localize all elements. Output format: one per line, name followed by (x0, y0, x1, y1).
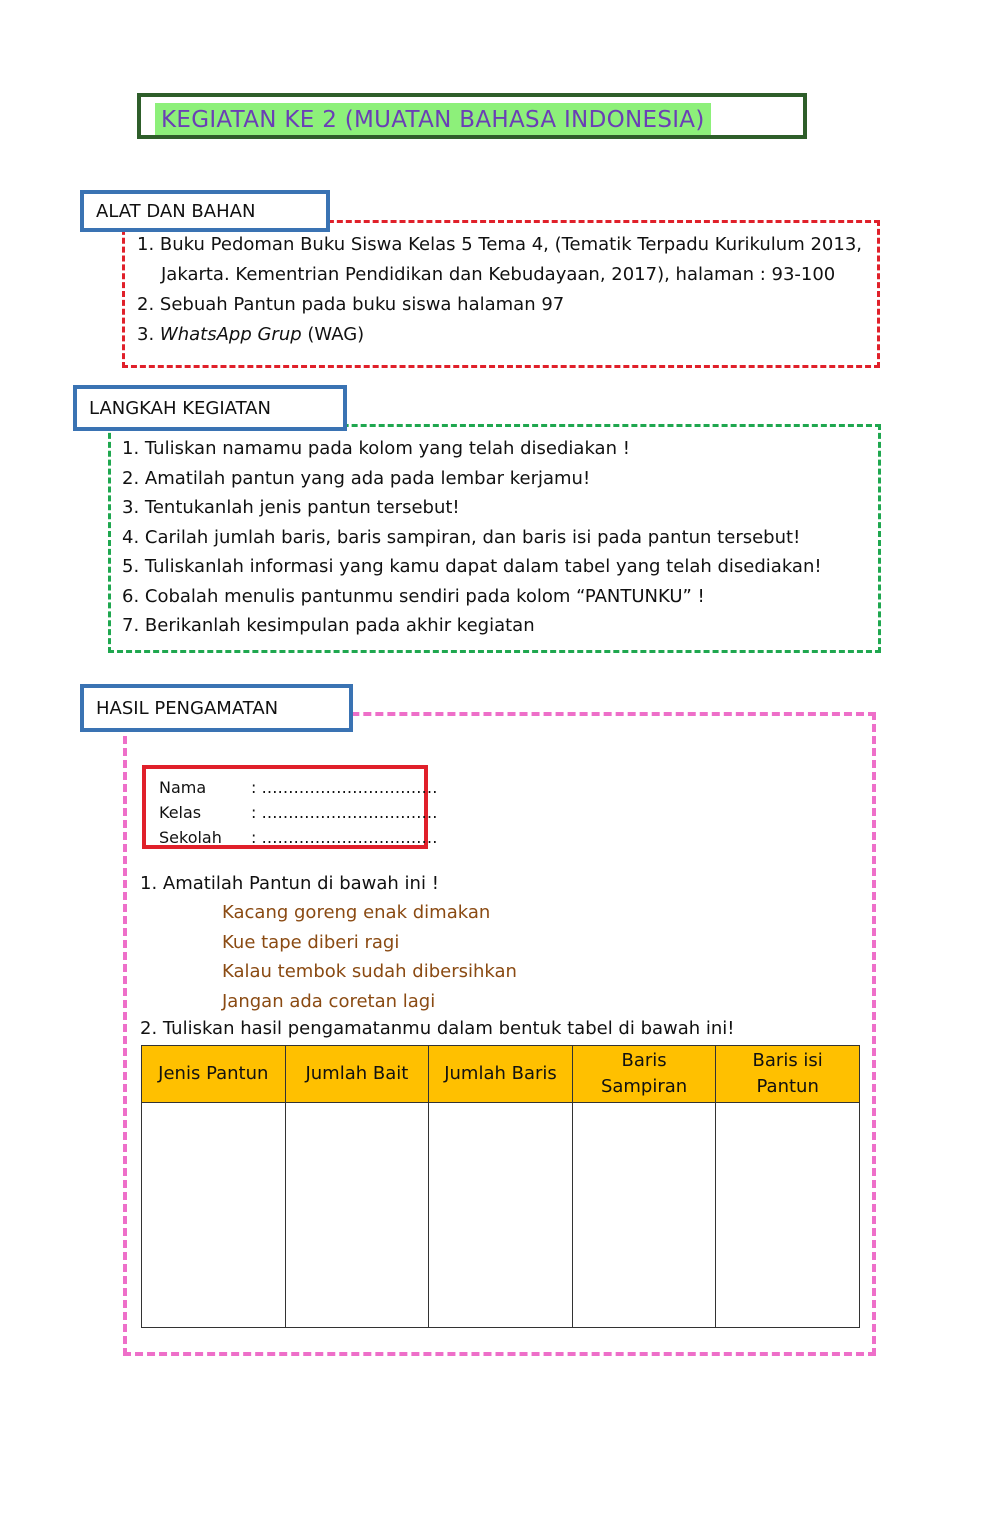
alat-item-3-italic: WhatsApp Grup (159, 324, 302, 345)
table-header: Jumlah Bait (285, 1046, 429, 1103)
hasil-heading: HASIL PENGAMATAN (80, 684, 353, 732)
langkah-item: 2. Amatilah pantun yang ada pada lembar kerjamu! (122, 467, 591, 489)
langkah-item: 1. Tuliskan namamu pada kolom yang telah disediakan ! (122, 438, 630, 459)
alat-item-3-prefix: 3. (137, 324, 160, 345)
pantun-block (222, 898, 517, 1016)
pantun-line: Kacang goreng enak dimakan (222, 902, 491, 923)
pantun-line: Jangan ada coretan lagi (222, 990, 436, 1012)
question-2: 2. Tuliskan hasil pengamatanmu dalam bentuk tabel di bawah ini! (140, 1018, 735, 1039)
identity-label: Kelas (159, 803, 202, 822)
langkah-item: 3. Tentukanlah jenis pantun tersebut! (122, 497, 460, 518)
table-header: Jenis Pantun (142, 1046, 286, 1103)
identity-label: Nama (159, 778, 207, 797)
pantun-line: Kue tape diberi ragi (222, 931, 400, 953)
question-1: 1. Amatilah Pantun di bawah ini ! (140, 873, 439, 894)
title-box (137, 93, 807, 139)
langkah-item: 5. Tuliskanlah informasi yang kamu dapat dalam tabel yang telah disediakan! (122, 556, 822, 577)
alat-item-2: 2. Sebuah Pantun pada buku siswa halaman 97 (137, 294, 565, 315)
langkah-heading: LANGKAH KEGIATAN (73, 385, 347, 431)
langkah-item: 6. Cobalah menulis pantunmu sendiri pada kolom “PANTUNKU” ! (122, 585, 705, 607)
table-header: Baris isi Pantun (716, 1046, 860, 1103)
identity-value[interactable]: : …………………………… (251, 778, 438, 797)
identity-row-sekolah (159, 825, 438, 850)
identity-row-nama (159, 775, 438, 800)
alat-item-3 (137, 320, 877, 350)
table-cell[interactable] (285, 1103, 429, 1328)
identity-value[interactable]: : …………………………… (251, 828, 438, 847)
identity-label: Sekolah (159, 828, 222, 847)
table-cell[interactable] (142, 1103, 286, 1328)
pantun-line: Kalau tembok sudah dibersihkan (222, 961, 517, 982)
langkah-list (122, 434, 862, 641)
table-header: Baris Sampiran (572, 1046, 716, 1103)
page-title: KEGIATAN KE 2 (MUATAN BAHASA INDONESIA) (155, 103, 711, 135)
identity-value[interactable]: : …………………………… (251, 803, 438, 822)
langkah-item: 7. Berikanlah kesimpulan pada akhir kegiatan (122, 615, 535, 636)
alat-item-1: 1. Buku Pedoman Buku Siswa Kelas 5 Tema 4, (Tematik Terpadu Kurikulum 2013, Jakarta. Kementrian Pendidikan dan Kebudayaan, 2017), halaman : 93-100 (137, 234, 863, 285)
result-table (141, 1045, 860, 1328)
alat-list (137, 230, 877, 350)
identity-row-kelas (159, 800, 438, 825)
table-cell[interactable] (572, 1103, 716, 1328)
table-header: Jumlah Baris (429, 1046, 573, 1103)
table-row (142, 1103, 860, 1328)
table-cell[interactable] (429, 1103, 573, 1328)
langkah-item: 4. Carilah jumlah baris, baris sampiran, dan baris isi pada pantun tersebut! (122, 526, 801, 548)
table-cell[interactable] (716, 1103, 860, 1328)
alat-heading: ALAT DAN BAHAN (80, 190, 330, 232)
table-header-row (142, 1046, 860, 1103)
alat-item-3-suffix: (WAG) (301, 324, 365, 345)
identity-box (142, 765, 438, 849)
